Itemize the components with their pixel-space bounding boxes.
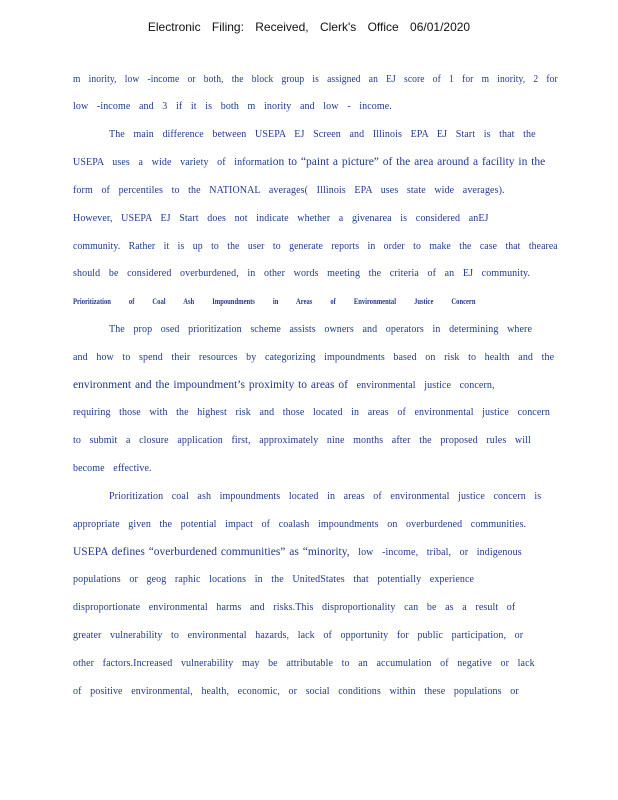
body-line-19: disproportionate environmental harms and risks.This disproportionality can be as a result of — [73, 602, 516, 613]
body-line-12: requiring those with the highest risk and those located in areas of environmental justice concern — [73, 407, 550, 418]
body-line-10: and how to spend their resources by categorizing impoundments based on risk to health and the — [73, 352, 555, 363]
body-line-1: m inority, low -income or both, the block group is assigned an EJ score of 1 for m inority, 2 for — [73, 74, 558, 85]
body-line-14: become effective. — [73, 463, 152, 474]
body-line-17-b: low -income, tribal, or indigenous — [358, 547, 522, 558]
body-line-2: low -income and 3 if it is both m inority and low - income. — [73, 101, 392, 112]
body-line-11-b: environmental justice concern, — [356, 380, 495, 391]
body-line-22: of positive environmental, health, economic, or social conditions within these populations or — [73, 686, 519, 697]
body-line-16: appropriate given the potential impact of coalash impoundments on overburdened communities. — [73, 519, 527, 530]
body-line-7: community. Rather it is up to the user to generate reports in order to make the case that thearea — [73, 241, 558, 252]
body-line-4-a: USEPA uses a wide variety of informat — [73, 157, 270, 168]
body-line-21: other factors.Increased vulnerability may be attributable to an accumulation of negative or lack — [73, 658, 535, 669]
body-line-4-b: ion to “paint a picture” of the area around a facility in the — [269, 156, 546, 168]
filing-header: Electronic Filing: Received, Clerk's Office 06/01/2020 — [147, 20, 471, 34]
body-line-11 — [73, 379, 495, 391]
body-line-15: Prioritization coal ash impoundments located in areas of environmental justice concern is — [109, 491, 542, 502]
body-line-11-a: environment and the impoundment’s proximity to areas of — [73, 379, 348, 391]
section-heading: Prioritization of Coal Ash Impoundments in Areas of Environmental Justice Concern — [73, 297, 476, 306]
body-line-17-a: USEPA defines “overburdened communities” as “minority, — [73, 546, 350, 558]
body-line-5: form of percentiles to the NATIONAL averages( Illinois EPA uses state wide averages). — [73, 185, 505, 196]
body-line-20: greater vulnerability to environmental hazards, lack of opportunity for public participation, or — [73, 630, 524, 641]
body-line-8: should be considered overburdened, in other words meeting the criteria of an EJ community. — [73, 268, 531, 279]
body-line-3: The main difference between USEPA EJ Screen and Illinois EPA EJ Start is that the — [109, 129, 536, 140]
body-line-17 — [73, 546, 522, 558]
body-line-4 — [73, 156, 545, 168]
body-line-13: to submit a closure application first, approximately nine months after the proposed rules will — [73, 435, 531, 446]
body-line-9: The prop osed prioritization scheme assists owners and operators in determining where — [109, 324, 533, 335]
body-line-18: populations or geog raphic locations in the UnitedStates that potentially experience — [73, 574, 475, 585]
body-line-6: However, USEPA EJ Start does not indicate whether a givenarea is considered anEJ — [73, 213, 489, 224]
